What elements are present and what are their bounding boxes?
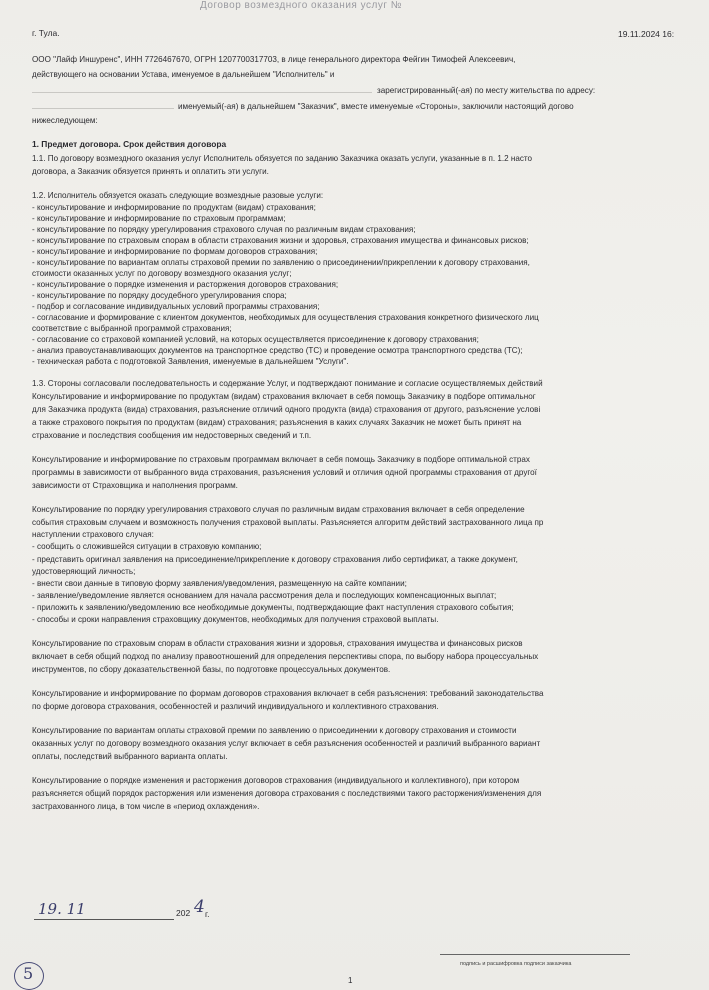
list-item: - консультирование по вариантам оплаты страховой премии по заявлению о присоединении/прикреплении к договору страхования, — [32, 258, 530, 267]
date-underline — [34, 919, 174, 920]
year-suffix: г. — [205, 909, 210, 919]
city-label: г. Тула. — [32, 28, 60, 38]
handwritten-date: 19. 11 — [38, 900, 86, 918]
list-item: - консультирование по страховым спорам в области страхования жизни и здоровья, страхования имущества и финансовых рисков; — [32, 236, 529, 245]
blank-fill-line — [32, 108, 174, 109]
paragraph-line: страхование и последствия сообщения им недостоверных сведений и т.п. — [32, 431, 312, 440]
paragraph-line: Консультирование и информирование по страховым программам включает в себя помощь Заказчику в подборе оптимальной страх — [32, 455, 530, 464]
intro-line: зарегистрированный(-ая) по месту жительства по адресу: — [377, 86, 596, 95]
list-item: - согласование со страховой компанией условий, на которых осуществляется присоединение к договору страхования; — [32, 335, 479, 344]
paragraph-line: 1.3. Стороны согласовали последовательность и содержание Услуг, и подтверждают понимание и согласие осуществляемых действий — [32, 379, 543, 388]
list-item: соответствие с выбранной программой страхования; — [32, 324, 232, 333]
paragraph-line: а также страхового покрытия по продуктам (видам) страхования; разъяснения в каких случаях Заказчик не может быть принят на — [32, 418, 522, 427]
paragraph-line: события страховым случаем и возможность получения страховой выплаты. Разъясняется алгоритм действий застрахованного лица пр — [32, 518, 544, 527]
paragraph-line: оказанных услуг по договору возмездного оказания услуг включает в себя разъяснения особенностей и различий выбранного вариант — [32, 739, 541, 748]
paragraph-line: 1.1. По договору возмездного оказания услуг Исполнитель обязуется по заданию Заказчика оказать услуги, указанные в п. 1.2 насто — [32, 154, 532, 163]
intro-line: нижеследующем: — [32, 116, 98, 125]
year-printed: 202 — [176, 908, 191, 918]
intro-line: именуемый(-ая) в дальнейшем "Заказчик", вместе именуемые «Стороны», заключили настоящий догово — [178, 102, 574, 111]
date-label: 19.11.2024 16: — [618, 29, 675, 39]
paragraph-line: оплаты, последствий выбранного варианта оплаты. — [32, 752, 228, 761]
list-item: стоимости оказанных услуг по договору возмездного оказания услуг; — [32, 269, 292, 278]
list-item: - заявление/уведомление является основанием для начала рассмотрения дела и последующих компенсационных выплат; — [32, 591, 497, 600]
paragraph-line: по форме договора страхования, особенностей и различий индивидуального и коллективного страхования. — [32, 702, 439, 711]
page-number: 1 — [348, 976, 353, 985]
list-item: - консультирование по порядку досудебного урегулирования спора; — [32, 291, 287, 300]
list-item: - консультирование о порядке изменения и расторжения договоров страхования; — [32, 280, 339, 289]
list-item: - способы и сроки направления страховщику документов, необходимых для получения страховой выплаты. — [32, 615, 439, 624]
paragraph-line: Консультирование и информирование по формам договоров страхования включает в себя разъяснения: требований законодательства — [32, 689, 544, 698]
paragraph-line: разъясняется общий порядок расторжения или изменения договора страхования с последствиями такого расторжения/изменения для — [32, 789, 542, 798]
signature-line — [440, 954, 630, 955]
paragraph-line: Консультирование о порядке изменения и расторжения договоров страхования (индивидуального и коллективного), при котором — [32, 776, 520, 785]
signature-caption: подпись и расшифровка подписи заказчика — [460, 961, 572, 967]
list-item: - консультирование и информирование по формам договоров страхования; — [32, 247, 318, 256]
document-title-faint: Договор возмездного оказания услуг № — [200, 0, 402, 11]
list-item: - сообщить о сложившейся ситуации в страховую компанию; — [32, 542, 262, 551]
paragraph-line: Консультирование и информирование по продуктам (видам) страхования включает в себя помощь Заказчику в подборе оптимальног — [32, 392, 536, 401]
blank-fill-line — [32, 92, 372, 93]
paragraph-line: Консультирование по вариантам оплаты страховой премии по заявлению о присоединении к договору страхования и стоимости — [32, 726, 517, 735]
paragraph-line: зависимости от Страховщика и наполнения программ. — [32, 481, 238, 490]
list-item: - консультирование и информирование по продуктам (видам) страхования; — [32, 203, 316, 212]
paragraph-line: инструментов, по сбору доказательственной базы, по подготовке процессуальных документов. — [32, 665, 391, 674]
list-item: - консультирование и информирование по страховым программам; — [32, 214, 286, 223]
list-item: - представить оригинал заявления на присоединение/прикрепление к договору страхования либо сертификат, а также документ, — [32, 555, 518, 564]
list-item: - консультирование по порядку урегулирования страхового случая по различным видам страхования; — [32, 225, 416, 234]
paragraph-line: договора, а Заказчик обязуется принять и оплатить эти услуги. — [32, 167, 269, 176]
circled-number: 5 — [23, 964, 34, 983]
year-handwritten-digit: 4 — [194, 897, 205, 917]
intro-line: ООО "Лайф Иншуренс", ИНН 7726467670, ОГРН 1207700317703, в лице генерального директора Фейгин Тимофей Алексеевич, — [32, 55, 516, 64]
paragraph-line: для Заказчика продукта (вида) страхования, разъяснение отличий одного продукта (вида) страхования от другого, разъяснение услові — [32, 405, 541, 414]
paragraph-line: застрахованного лица, в том числе в «период охлаждения». — [32, 802, 260, 811]
paragraph-line: Консультирование по порядку урегулирования страхового случая по различным видам страхования включает в себя определение — [32, 505, 525, 514]
paragraph-line: включает в себя общий подход по анализу правоотношений для определения перспективы спора, по выбору набора процессуальных — [32, 652, 539, 661]
paragraph-line: 1.2. Исполнитель обязуется оказать следующие возмездные разовые услуги: — [32, 191, 324, 200]
list-item: - анализ правоустанавливающих документов на транспортное средство (ТС) и проведение осмотра транспортного средства (ТС); — [32, 346, 523, 355]
paragraph-line: наступлении страхового случая: — [32, 530, 154, 539]
list-item: - внести свои данные в типовую форму заявления/уведомления, размещенную на сайте компании; — [32, 579, 407, 588]
list-item: - техническая работа с подготовкой Заявления, именуемые в дальнейшем "Услуги". — [32, 357, 349, 366]
list-item: - согласование и формирование с клиентом документов, необходимых для осуществления страхования конкретного физического лиц — [32, 313, 539, 322]
intro-line: действующего на основании Устава, именуемое в дальнейшем "Исполнитель" и — [32, 70, 335, 79]
paragraph-line: Консультирование по страховым спорам в области страхования жизни и здоровья, страхования имущества и финансовых рисков — [32, 639, 523, 648]
paragraph-line: программы в зависимости от выбранного вида страхования, разъяснения условий и отличия одной программы страхования от другої — [32, 468, 537, 477]
section-heading: 1. Предмет договора. Срок действия договора — [32, 139, 227, 149]
list-item: удостоверяющий личность; — [32, 567, 136, 576]
list-item: - подбор и согласование индивидуальных условий программы страхования; — [32, 302, 320, 311]
list-item: - приложить к заявлению/уведомлению все необходимые документы, подтверждающие факт наступления страхового события; — [32, 603, 514, 612]
